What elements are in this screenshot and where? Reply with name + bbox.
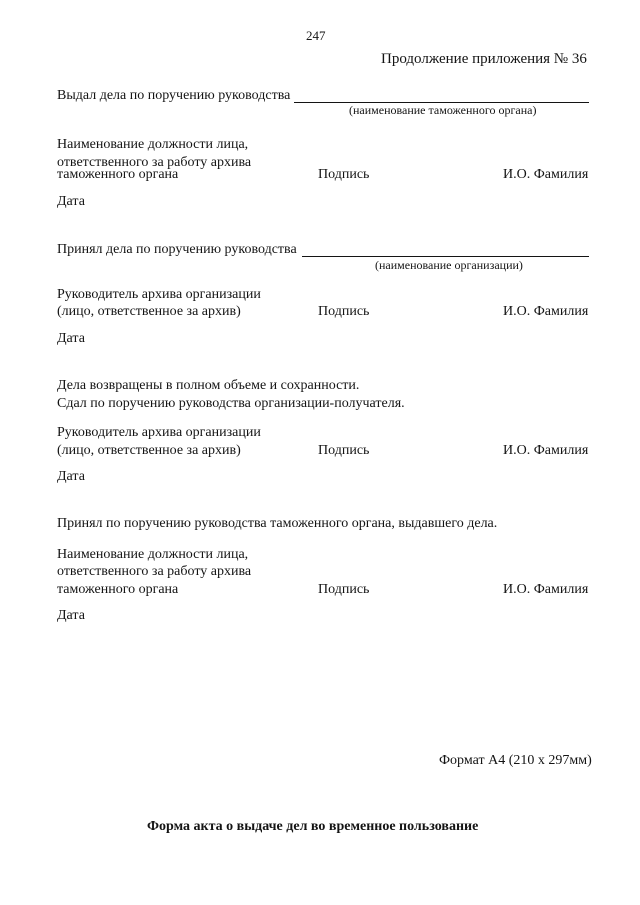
issued-position-line-2: ответственного за работу архива: [57, 155, 252, 170]
received-lead: Принял дела по поручению руководства: [57, 242, 297, 257]
accepted-date-label: Дата: [57, 608, 85, 623]
form-title: Форма акта о выдаче дел во временное пользование: [147, 819, 479, 834]
returned-name-label: И.О. Фамилия: [503, 443, 589, 458]
issued-caption: (наименование таможенного органа): [349, 103, 537, 117]
accepted-position-line-2: ответственного за работу архива: [57, 564, 252, 579]
returned-signature-label: Подпись: [318, 443, 370, 458]
issued-signature-label: Подпись: [318, 167, 370, 182]
issued-position-line-1: Наименование должности лица,: [57, 137, 249, 152]
issued-name-label: И.О. Фамилия: [503, 167, 589, 182]
received-date-label: Дата: [57, 331, 85, 346]
accepted-signature-label: Подпись: [318, 582, 370, 597]
received-position-line-2: (лицо, ответственное за архив): [57, 304, 241, 319]
received-fill-line: [302, 256, 589, 257]
accepted-position-line-1: Наименование должности лица,: [57, 547, 249, 562]
accepted-name-label: И.О. Фамилия: [503, 582, 589, 597]
returned-position-line-2: (лицо, ответственное за архив): [57, 443, 241, 458]
returned-date-label: Дата: [57, 469, 85, 484]
returned-line-1: Дела возвращены в полном объеме и сохранности.: [57, 378, 360, 393]
accepted-position-line-3: таможенного органа: [57, 582, 179, 597]
received-position-line-1: Руководитель архива организации: [57, 287, 261, 302]
received-caption: (наименование организации): [375, 258, 523, 272]
issued-date-label: Дата: [57, 194, 85, 209]
accepted-lead: Принял по поручению руководства таможенного органа, выдавшего дела.: [57, 516, 498, 531]
received-name-label: И.О. Фамилия: [503, 304, 589, 319]
returned-line-2: Сдал по поручению руководства организации-получателя.: [57, 396, 405, 411]
received-signature-label: Подпись: [318, 304, 370, 319]
issued-position-line-3: таможенного органа: [57, 167, 179, 182]
returned-position-line-1: Руководитель архива организации: [57, 425, 261, 440]
format-note: Формат А4 (210 х 297мм): [439, 753, 592, 768]
page-number: 247: [306, 28, 326, 43]
issued-lead: Выдал дела по поручению руководства: [57, 88, 291, 103]
appendix-continuation: Продолжение приложения № 36: [381, 51, 587, 67]
